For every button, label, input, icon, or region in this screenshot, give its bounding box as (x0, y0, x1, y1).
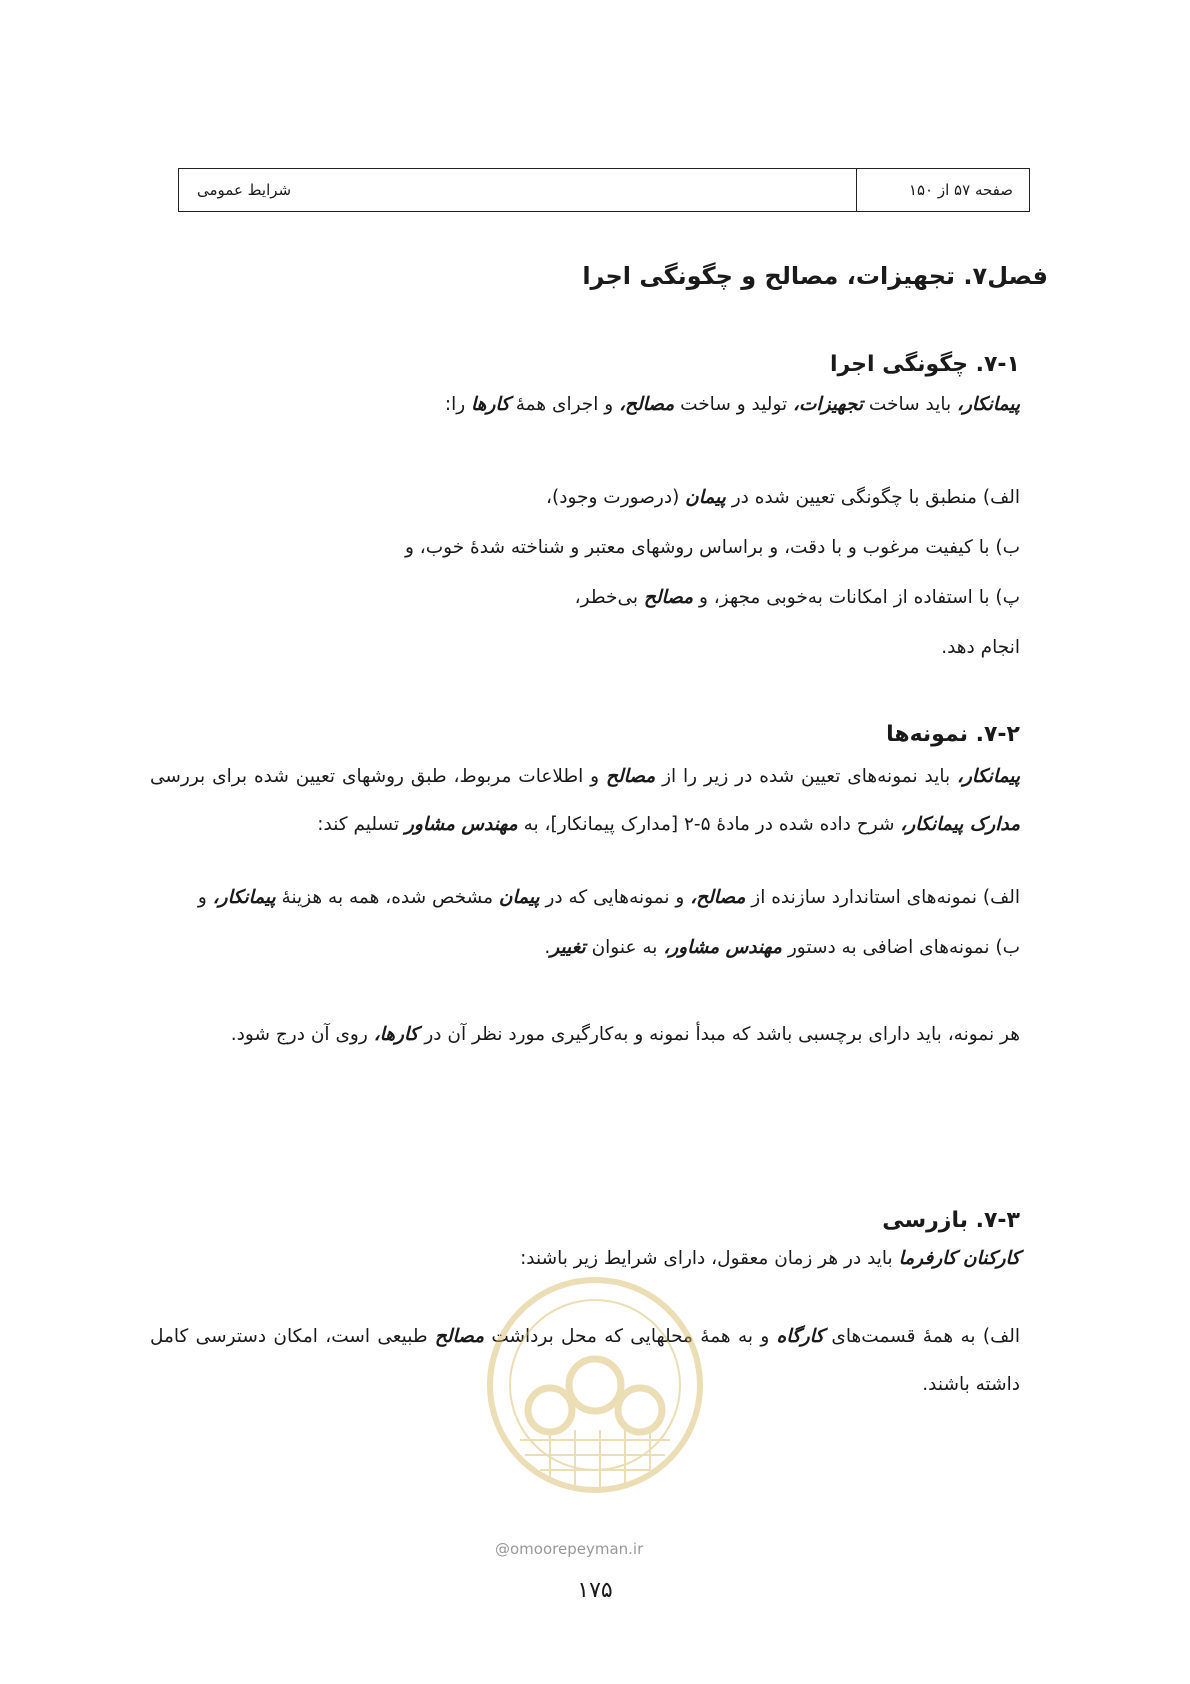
text: هر نمونه، باید دارای برچسبی باشد که مبدأ نمونه و به‌کارگیری مورد نظر آن در (418, 1024, 1020, 1045)
section-7-2 (150, 722, 1020, 1059)
item-list (150, 873, 1020, 973)
term: مصالح (643, 587, 694, 608)
text: و اطلاعات مربوط، طبق روشهای تعیین شده برای بررسی (150, 766, 607, 787)
term: کارکنان کارفرما (898, 1248, 1020, 1269)
watermark-logo (480, 1260, 710, 1530)
text: تسلیم کند: (317, 814, 406, 835)
page-header-box (178, 168, 1030, 212)
page-number: ۱۷۵ (577, 1578, 613, 1603)
text: شرح داده شده در مادهٔ ۵-۲ [مدارک پیمانکار]، به (517, 814, 901, 835)
text: الف) نمونه‌های استاندارد سازنده از (745, 887, 1020, 908)
term: پیمان (685, 487, 726, 508)
text: تولید و ساخت (674, 394, 794, 415)
term: کارگاه (776, 1326, 825, 1347)
term: پیمانکار، (957, 394, 1020, 415)
list-item (150, 573, 1020, 623)
text: . (544, 937, 551, 958)
term: کارها (471, 394, 510, 415)
term: پیمان (498, 887, 540, 908)
list-item (150, 873, 1020, 923)
text: باید در هر زمان معقول، دارای شرایط زیر باشند: (520, 1248, 899, 1269)
text: الف) منطبق با چگونگی تعیین شده در (725, 487, 1020, 508)
text: به عنوان (585, 937, 664, 958)
text: را: (444, 394, 472, 415)
list-item (150, 923, 1020, 973)
section-title: ۷-۲. نمونه‌ها (886, 722, 1020, 747)
list-item: انجام دهد. (941, 637, 1020, 658)
section-7-1 (150, 352, 1020, 673)
text: باید نمونه‌های تعیین شده در زیر را از (655, 766, 958, 787)
text: طبیعی است، امکان دسترسی کامل داشته باشند. (150, 1326, 1020, 1395)
text: الف) به همهٔ قسمت‌های (824, 1326, 1020, 1347)
term: مهندس مشاور (405, 814, 518, 835)
term: پیمانکار، (212, 887, 276, 908)
list-item: ب) با کیفیت مرغوب و با دقت، و براساس روشهای معتبر و شناخته شدهٔ خوب، و (404, 537, 1020, 558)
item-list (150, 473, 1020, 673)
term: تجهیزات، (793, 394, 863, 415)
section-intro (150, 753, 1020, 849)
text: ب) نمونه‌های اضافی به دستور (781, 937, 1020, 958)
term: مدارک پیمانکار، (900, 814, 1020, 835)
section-title: ۷-۱. چگونگی اجرا (829, 352, 1020, 377)
term: مصالح (434, 1326, 485, 1347)
page-label: صفحه ۵۷ از ۱۵۰ (856, 169, 1029, 211)
watermark-site: @omoorepeyman.ir (495, 1540, 644, 1558)
text: باید ساخت (862, 394, 958, 415)
section-intro (150, 381, 1020, 429)
section-title: ۷-۳. بازرسی (882, 1208, 1020, 1233)
section-closing (150, 1011, 1020, 1059)
chapter-title: فصل۷. تجهیزات، مصالح و چگونگی اجرا (582, 262, 1048, 290)
text: مشخص شده، همه به هزینهٔ (275, 887, 499, 908)
text: و اجرای همهٔ (509, 394, 620, 415)
text: و به همهٔ محلهایی که محل برداشت (484, 1326, 777, 1347)
term: مصالح، (690, 887, 746, 908)
document-title: شرایط عمومی (197, 181, 292, 199)
text: پ) با استفاده از امکانات به‌خوبی مجهز، و (693, 587, 1020, 608)
text: بی‌خطر، (574, 587, 644, 608)
text: و نمونه‌هایی که در (539, 887, 691, 908)
list-item (150, 473, 1020, 523)
term: تغییر (550, 937, 586, 958)
term: مصالح (606, 766, 656, 787)
term: مصالح، (619, 394, 675, 415)
term: کارها، (373, 1024, 419, 1045)
term: مهندس مشاور، (663, 937, 782, 958)
text: روی آن درج شود. (230, 1024, 374, 1045)
text: و (197, 887, 213, 908)
text: (درصورت وجود)، (546, 487, 686, 508)
term: پیمانکار، (957, 766, 1021, 787)
